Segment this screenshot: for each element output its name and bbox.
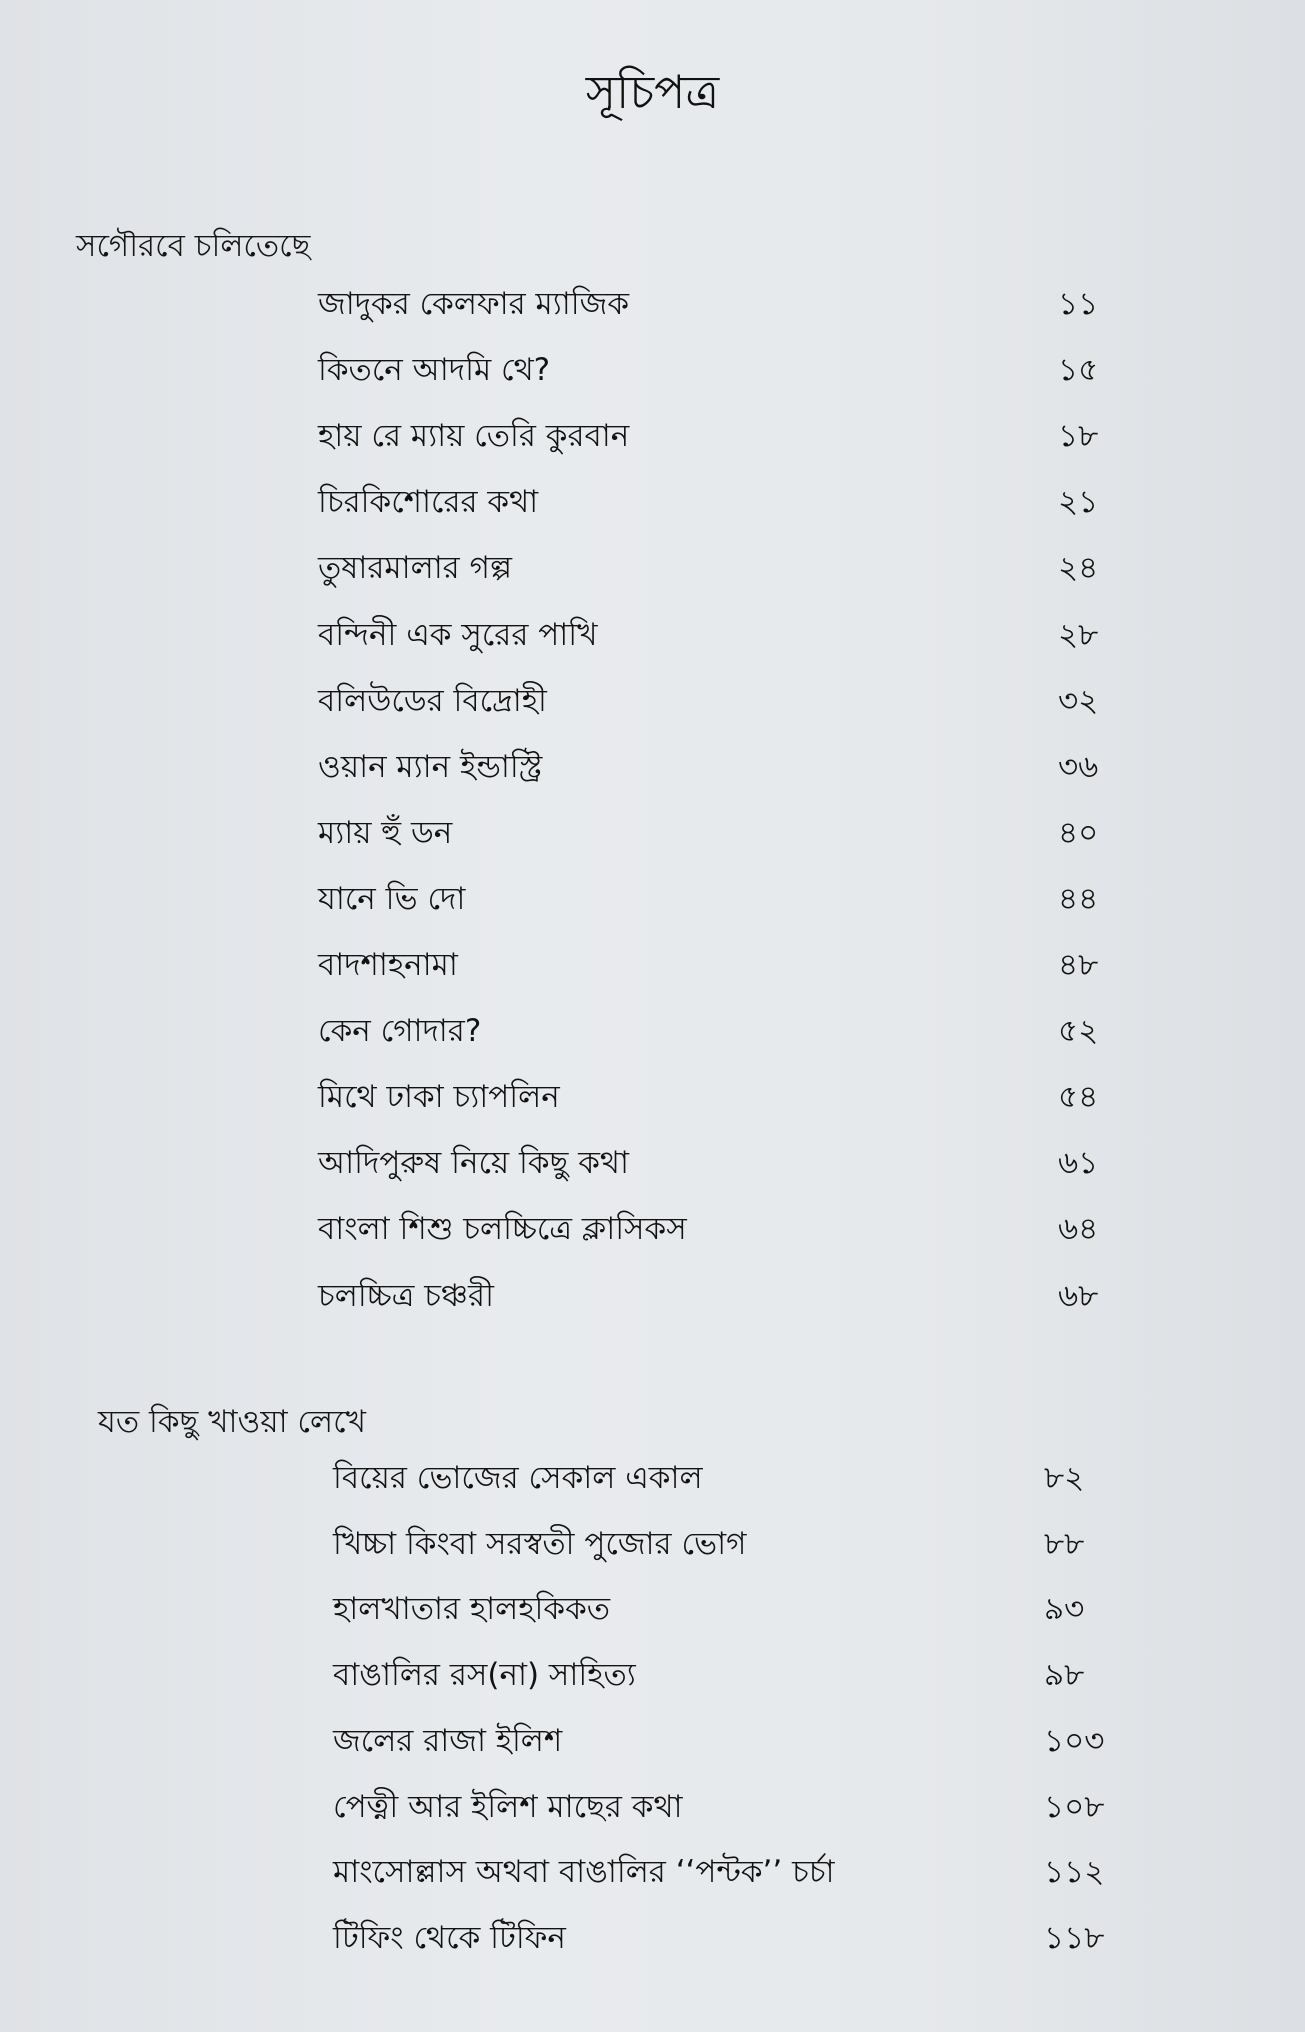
toc-entry-page-number: ৬৪: [1058, 1211, 1099, 1248]
toc-entry: [0, 737, 1305, 803]
section-title-2: যত কিছু খাওয়া লেখে: [98, 1404, 366, 1440]
toc-entry: [0, 671, 1305, 737]
toc-entry-page-number: ৫৪: [1058, 1079, 1099, 1116]
toc-entry: [0, 605, 1305, 671]
toc-entry: [0, 472, 1305, 538]
toc-entry: [0, 1711, 1305, 1777]
toc-entry-page-number: ১০৮: [1044, 1788, 1105, 1825]
toc-entry: [0, 803, 1305, 869]
toc-entry-title: টিফিং থেকে টিফিন: [333, 1919, 566, 1956]
toc-entry: [0, 1067, 1305, 1133]
toc-entry: [0, 1842, 1305, 1908]
toc-entry-page-number: ৯৮: [1044, 1657, 1085, 1694]
toc-entry: [0, 1266, 1305, 1332]
toc-entry-page-number: ১৫: [1058, 352, 1099, 389]
toc-entry-page-number: ৯৩: [1044, 1591, 1085, 1628]
toc-entry-title: কিতনে আদমি থে?: [318, 352, 551, 389]
toc-entry-title: ওয়ান ম্যান ইন্ডাস্ট্রি: [318, 748, 543, 785]
toc-entry-title: বলিউডের বিদ্রোহী: [318, 682, 547, 719]
toc-entry-title: বাদশাহনামা: [318, 947, 458, 983]
toc-entry: [0, 1514, 1305, 1580]
toc-entry-page-number: ৫২: [1058, 1013, 1099, 1050]
toc-entry-title: মিথে ঢাকা চ্যাপলিন: [318, 1079, 560, 1116]
page-title: সূচিপত্র: [585, 65, 720, 119]
toc-entry: [0, 340, 1305, 406]
toc-entry: [0, 1579, 1305, 1645]
toc-entry: [0, 1908, 1305, 1974]
toc-entry-page-number: ৬৮: [1058, 1277, 1099, 1314]
toc-entry-title: পেত্নী আর ইলিশ মাছের কথা: [333, 1788, 683, 1825]
toc-entry-page-number: ২১: [1058, 484, 1099, 521]
toc-entry: [0, 1448, 1305, 1514]
section-title-1: সগৌরবে চলিতেছে: [76, 228, 311, 264]
toc-entry-page-number: ২৮: [1058, 616, 1099, 653]
toc-entry: [0, 406, 1305, 472]
toc-entry-title: বাঙালির রস(না) সাহিত্য: [333, 1657, 636, 1694]
toc-entry: [0, 935, 1305, 1001]
toc-entry-page-number: ৪৮: [1058, 947, 1099, 983]
toc-entry-title: বন্দিনী এক সুরের পাখি: [318, 616, 598, 653]
toc-entry: [0, 1645, 1305, 1711]
toc-entry-page-number: ১১: [1058, 286, 1099, 322]
toc-entry-title: খিচ্চা কিংবা সরস্বতী পুজোর ভোগ: [333, 1525, 747, 1562]
toc-entry: [0, 538, 1305, 604]
toc-entry-page-number: ৩৬: [1058, 748, 1099, 785]
toc-entry-page-number: ৪০: [1058, 814, 1099, 851]
toc-entry-page-number: ৮৮: [1044, 1525, 1085, 1562]
toc-entry-page-number: ৪৪: [1058, 880, 1099, 917]
toc-entry-title: মাংসোল্লাস অথবা বাঙালির ‘‘পন্টক’’ চর্চা: [333, 1854, 835, 1891]
toc-entry-title: বিয়ের ভোজের সেকাল একাল: [333, 1460, 703, 1496]
toc-entry: [0, 1199, 1305, 1265]
toc-entry-page-number: ৩২: [1058, 682, 1099, 719]
toc-entry: [0, 1001, 1305, 1067]
toc-entry-page-number: ১১৮: [1044, 1919, 1105, 1956]
toc-entry: [0, 1133, 1305, 1199]
toc-entry: [0, 1777, 1305, 1843]
toc-entry: [0, 274, 1305, 340]
toc-entry-title: ম্যায় হুঁ ডন: [318, 814, 453, 851]
toc-entry-page-number: ২৪: [1058, 550, 1099, 587]
toc-entry-title: আদিপুরুষ নিয়ে কিছু কথা: [318, 1145, 629, 1182]
toc-entry-title: হালখাতার হালহকিকত: [333, 1591, 611, 1628]
toc-entry-title: জাদুকর কেলফার ম্যাজিক: [318, 286, 630, 322]
toc-entry-title: জলের রাজা ইলিশ: [333, 1722, 563, 1759]
toc-entry-title: বাংলা শিশু চলচ্চিত্রে ক্লাসিকস: [318, 1211, 687, 1248]
toc-entry-page-number: ১১২: [1044, 1854, 1105, 1891]
toc-entry-page-number: ৮২: [1044, 1460, 1085, 1496]
toc-entry-title: কেন গোদার?: [318, 1013, 482, 1050]
toc-entry-title: যানে ভি দো: [318, 880, 466, 917]
toc-entry-page-number: ১৮: [1058, 418, 1099, 455]
toc-entry-page-number: ১০৩: [1044, 1722, 1105, 1759]
toc-entry-page-number: ৬১: [1058, 1145, 1099, 1182]
toc-entry-title: চিরকিশোরের কথা: [318, 484, 539, 521]
toc-entry-title: হায় রে ম্যায় তেরি কুরবান: [318, 418, 630, 455]
toc-entry-title: তুষারমালার গল্প: [318, 550, 513, 587]
toc-entry-title: চলচ্চিত্র চঞ্চরী: [318, 1277, 494, 1314]
toc-entry: [0, 869, 1305, 935]
